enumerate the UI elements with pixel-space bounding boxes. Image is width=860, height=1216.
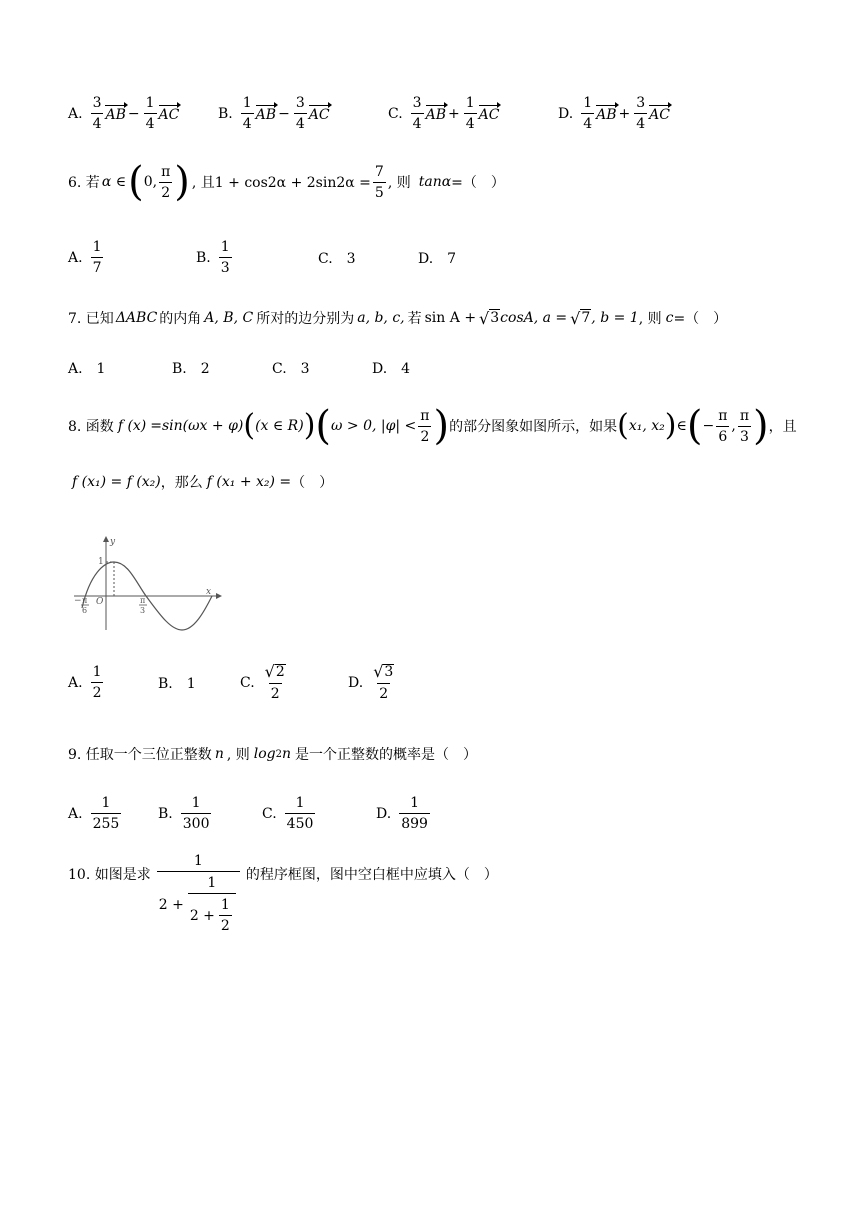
q8-option-d[interactable]: D. √ 3 2: [348, 662, 394, 702]
q10-continued-fraction: 1 2 + 1 2 + $\frac{1}{2}$: [157, 854, 240, 933]
q8-option-a[interactable]: A. $\frac{1}{2}$: [68, 664, 102, 701]
q9-option-d[interactable]: D. $\frac{1}{899}$: [376, 795, 428, 832]
q7-option-b[interactable]: B. 2: [172, 361, 210, 377]
q7-option-c[interactable]: C. 3: [272, 361, 310, 377]
q8-options: [68, 664, 398, 701]
x-axis-arrow: [216, 593, 222, 599]
q7-option-a[interactable]: A. 1: [68, 361, 106, 377]
q9-option-b[interactable]: B. $\frac{1}{300}$: [158, 795, 210, 832]
q9-option-a[interactable]: A. $\frac{1}{255}$: [68, 795, 120, 832]
q6-option-d[interactable]: D. 7: [418, 250, 457, 267]
y-axis-arrow: [103, 536, 109, 542]
q8-option-c[interactable]: C. √ 2 2: [240, 662, 285, 702]
q5-option-c[interactable]: C. $\frac{3}{4}$ AB + $\frac{1}{4}$ AC: [388, 95, 500, 132]
q7-options: [68, 358, 410, 378]
q8-sine-graph: [70, 534, 230, 634]
q5-option-d[interactable]: D. $\frac{1}{4}$ AB + $\frac{3}{4}$ AC: [558, 95, 670, 132]
graph-neg-sign: −: [74, 596, 82, 606]
graph-one-label: 1: [98, 557, 104, 567]
q5-option-a[interactable]: A. $\frac{3}{4}$ AB − $\frac{1}{4}$ AC: [68, 95, 180, 132]
q6-stem: 6. 若 α ∈ ( 0, $\frac{\pi}{2}$ ) , 且1 + cos2α + 2sin2α = $\frac{7}{5}$ , 则 tanα =（ ）: [68, 159, 505, 205]
q9-options: [68, 796, 432, 831]
graph-neg-pi: π: [82, 596, 88, 605]
q6-option-c[interactable]: C. 3: [318, 250, 356, 267]
q8-stem-line1: 8. 函数 f (x) =sin(ωx + φ) ( (x ∈ R) ) ( ω > 0, |φ| < $\frac{\pi}{2}$ ) 的部分图象如图所示，如果 ( x₁, x₂ ) ∈ ( − $\frac{\pi}{6}$ , $\frac{\pi}{3}$ ) ，且: [68, 403, 797, 449]
graph-pi3-num: π: [140, 596, 146, 605]
q8-stem-line2: f (x₁) = f (x₂) ，那么 f (x₁ + x₂) = （ ）: [72, 474, 334, 491]
q6-option-a[interactable]: A. $\frac{1}{7}$: [68, 239, 102, 276]
q8-option-b[interactable]: B. 1: [158, 675, 196, 692]
graph-neg-den: 6: [82, 606, 88, 615]
q6-option-b[interactable]: B. $\frac{1}{3}$: [196, 239, 230, 276]
q10-stem: 10. 如图是求 1 2 + 1 2 + $\frac{1}{2}$ 的程序框图，图中空白框中应填入（ ）: [68, 853, 498, 934]
graph-x-label: x: [206, 587, 212, 597]
q6-options: [68, 240, 456, 275]
graph-origin-label: O: [96, 597, 104, 607]
q9-stem: 9. 任取一个三位正整数 n , 则 log 2 n 是一个正整数的概率是（ ）: [68, 746, 478, 763]
graph-pi3-den: 3: [140, 606, 146, 615]
q5-options: [68, 96, 670, 131]
q5-option-b[interactable]: B. $\frac{1}{4}$ AB − $\frac{3}{4}$ AC: [218, 95, 330, 132]
q9-option-c[interactable]: C. $\frac{1}{450}$: [262, 795, 314, 832]
q7-option-d[interactable]: D. 4: [372, 361, 411, 377]
q7-stem: 7. 已知 ΔABC 的内角 A, B, C 所对的边分别为 a, b, c, 若 sin A + √ 3 cosA, a = √ 7 , b = 1 , 则 c =（ ）: [68, 308, 728, 328]
graph-y-label: y: [110, 537, 116, 547]
